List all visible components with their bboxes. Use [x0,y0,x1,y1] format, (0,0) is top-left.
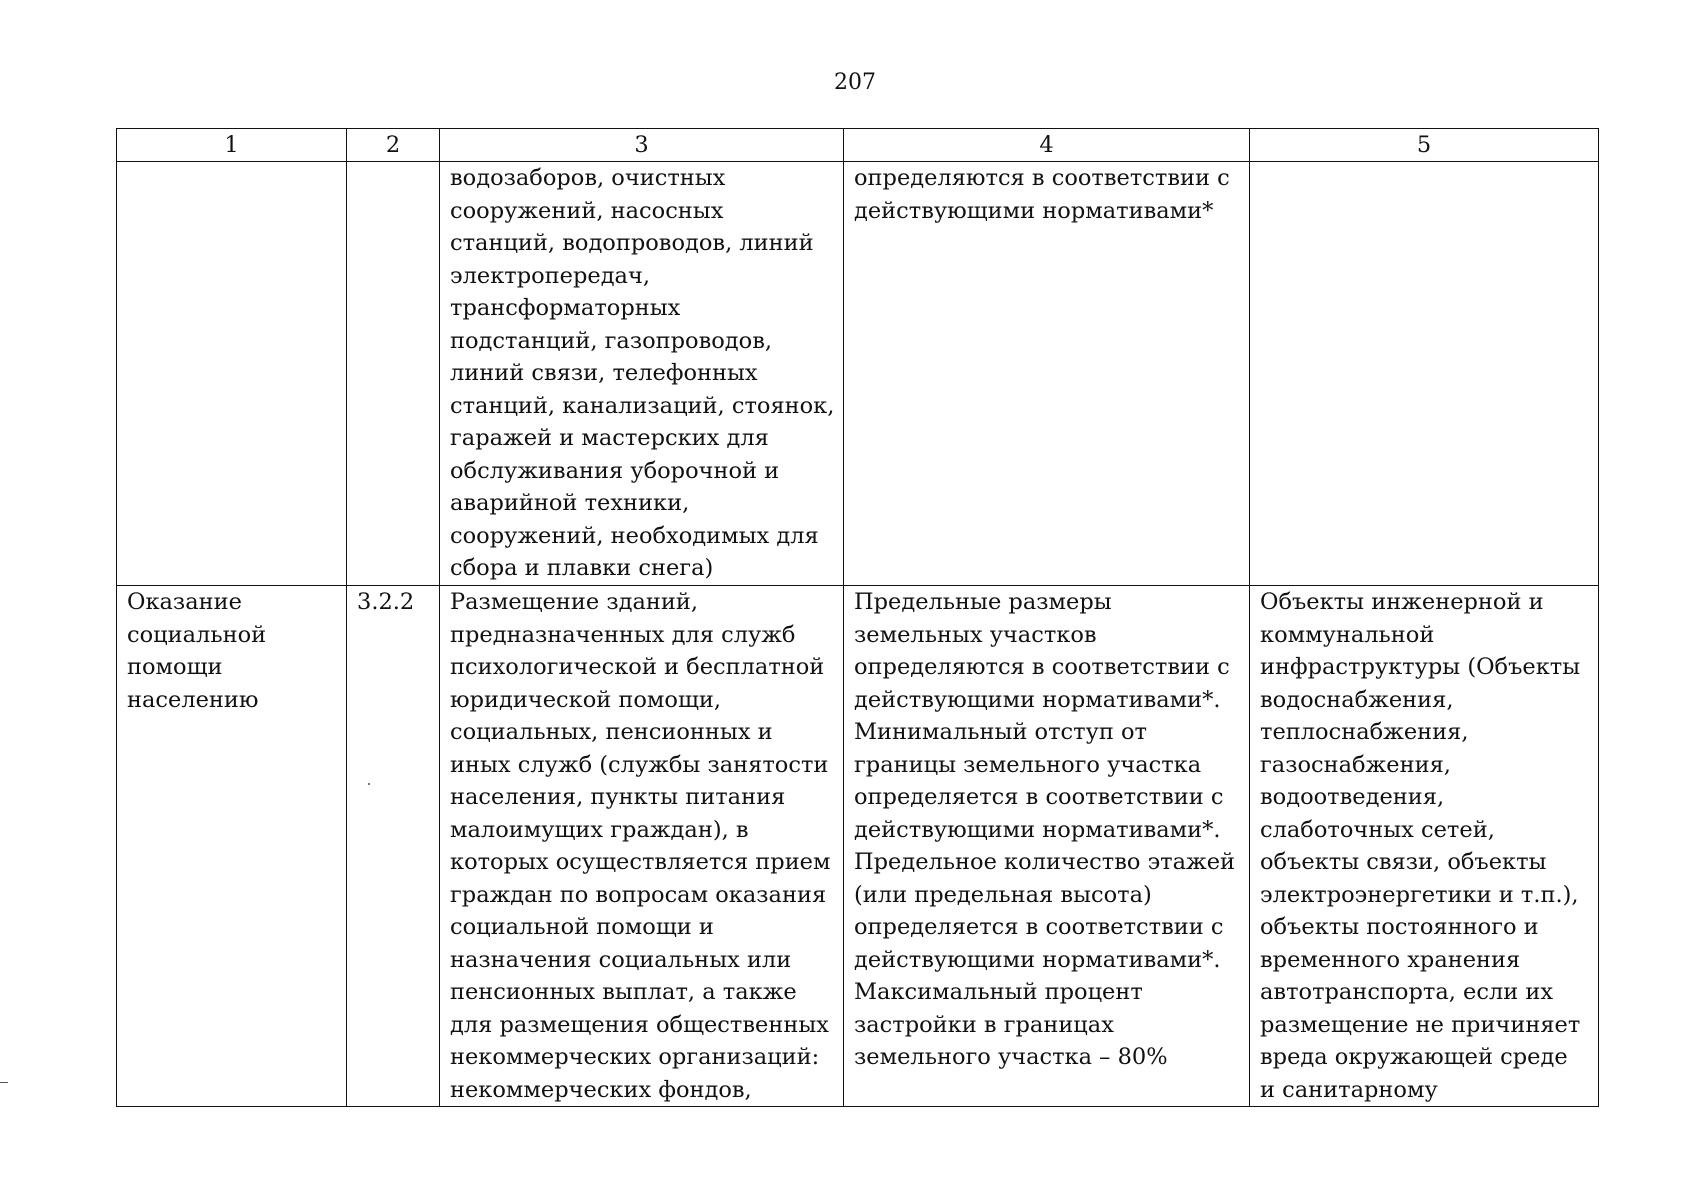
column-header-1: 1 [117,129,347,162]
scan-speck [368,783,370,785]
parameters-cell: определяются в соответствии с действующими нормативами* [844,162,1250,586]
code-cell [347,162,440,586]
column-header-2: 2 [347,129,440,162]
code-cell: 3.2.2 [347,586,440,1107]
table-row [117,162,1599,586]
description-cell: Размещение зданий, предназначенных для служб психологической и бесплатной юридической помощи, социальных, пенсионных и иных служб (службы занятости населения, пункты питания малоимущих граждан), в которых осуществляется прием граждан по вопросам оказания социальной помощи и назначения социальных или пенсионных выплат, а также для размещения общественных некоммерческих организаций: некоммерческих фондов, [440,586,844,1107]
page-number: 207 [834,70,876,95]
use-type-cell [117,162,347,586]
table-header-row [117,129,1599,162]
table-row [117,586,1599,1107]
column-header-5: 5 [1250,129,1599,162]
column-header-4: 4 [844,129,1250,162]
use-type-cell: Оказание социальной помощи населению [117,586,347,1107]
regulations-table [116,128,1599,1107]
description-cell: водозаборов, очистных сооружений, насосных станций, водопроводов, линий электропередач, трансформаторных подстанций, газопроводов, линий связи, телефонных станций, канализаций, стоянок, гаражей и мастерских для обслуживания уборочной и аварийной техники, сооружений, необходимых для сбора и плавки снега) [440,162,844,586]
column-header-3: 3 [440,129,844,162]
margin-mark [0,1082,8,1083]
auxiliary-uses-cell [1250,162,1599,586]
auxiliary-uses-cell: Объекты инженерной и коммунальной инфраструктуры (Объекты водоснабжения, теплоснабжения, газоснабжения, водоотведения, слаботочных сетей, объекты связи, объекты электроэнергетики и т.п.), объекты постоянного и временного хранения автотранспорта, если их размещение не причиняет вреда окружающей среде и санитарному [1250,586,1599,1107]
parameters-cell: Предельные размеры земельных участков определяются в соответствии с действующими нормативами*. Минимальный отступ от границы земельного участка определяется в соответствии с действующими нормативами*. Предельное количество этажей (или предельная высота) определяется в соответствии с действующими нормативами*. Максимальный процент застройки в границах земельного участка – 80% [844,586,1250,1107]
